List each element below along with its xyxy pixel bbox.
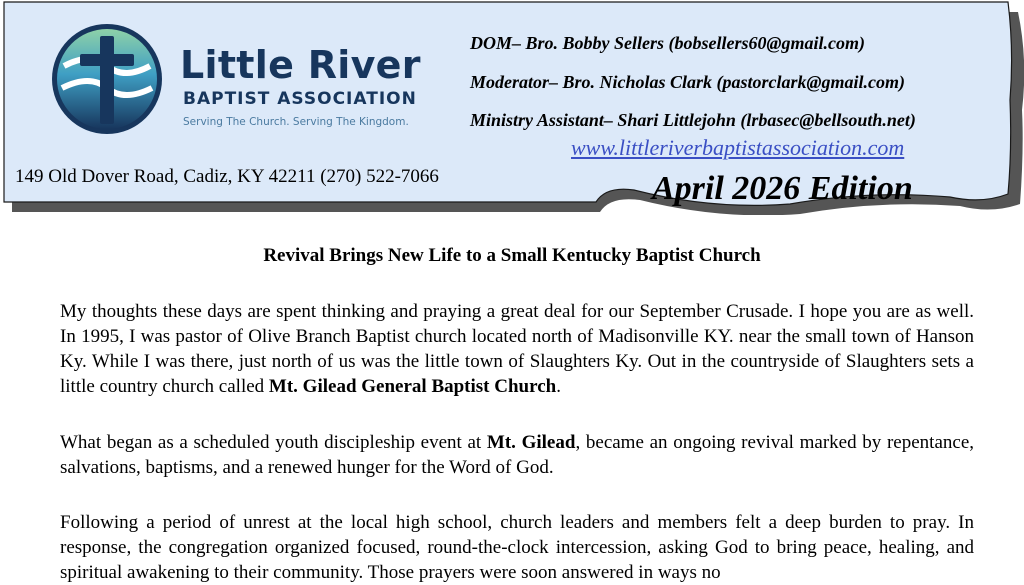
brand-subtitle: BAPTIST ASSOCIATION	[183, 89, 417, 109]
article-paragraph-3: Following a period of unrest at the local high school, church leaders and members felt a deep burden to pray. In response, the congregation organized focused, round-the-clock intercession, asking God to bring peace, healing, and spiritual awakening to their community. Those prayers were soon answered in ways no	[60, 512, 974, 583]
article-headline: Revival Brings New Life to a Small Kentucky Baptist Church	[263, 245, 761, 266]
contact-dom: DOM– Bro. Bobby Sellers (bobsellers60@gmail.com)	[470, 33, 865, 53]
paragraph-1-text: My thoughts these days are spent thinking and praying a great deal for our September Crusade. I hope you are as well. In 1995, I was pastor of Olive Branch Baptist church located north of Madisonville KY. near the small town of Hanson Ky. While I was there, just north of us was the little town of Slaughters Ky. Out in the countryside of Slaughters sets a little country church called	[60, 301, 974, 397]
paragraph-1-end: .	[556, 376, 561, 397]
article-paragraph-1	[60, 299, 974, 399]
brand-tagline: Serving The Church. Serving The Kingdom.	[183, 116, 409, 128]
article-paragraph-2	[60, 430, 974, 480]
website-link[interactable]: www.littleriverbaptistassociation.com	[571, 135, 905, 160]
association-logo-icon	[50, 22, 164, 136]
brand-name: Little River	[180, 43, 421, 87]
address-phone: 149 Old Dover Road, Cadiz, KY 42211 (270) 522-7066	[15, 166, 439, 187]
paragraph-2-end: , became an ongoing revival marked by repentance, salvations, baptisms, and a renewed hunger for the Word of God.	[60, 432, 974, 478]
paragraph-2-start: What began as a scheduled youth discipleship event at	[60, 432, 487, 453]
church-short-name-bold: Mt. Gilead	[486, 432, 576, 453]
edition-title: April 2026 Edition	[652, 170, 913, 207]
contact-ministry-assistant: Ministry Assistant– Shari Littlejohn (lrbasec@bellsouth.net)	[470, 110, 916, 130]
church-name-bold: Mt. Gilead General Baptist Church	[268, 376, 557, 397]
contact-moderator: Moderator– Bro. Nicholas Clark (pastorclark@gmail.com)	[470, 72, 905, 92]
